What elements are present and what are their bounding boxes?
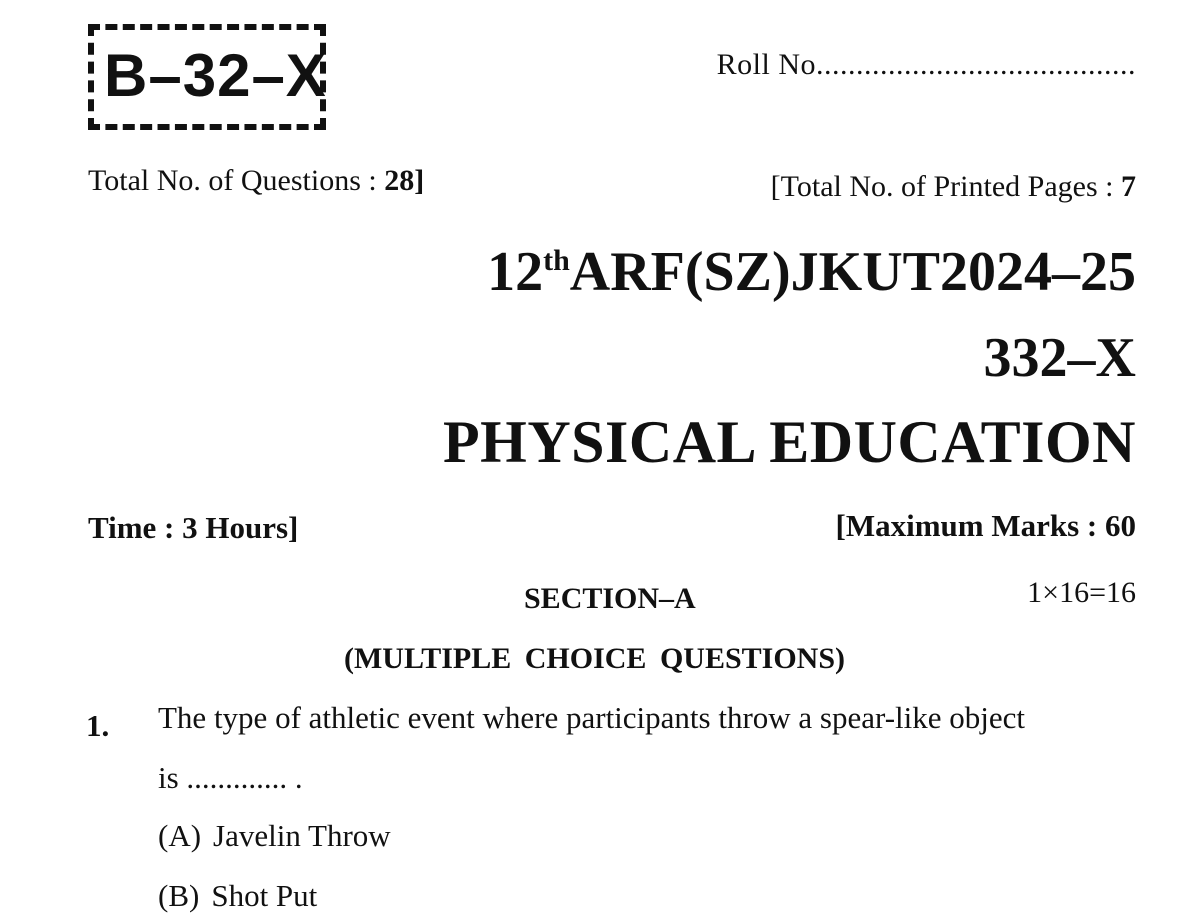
total-pages-label: [Total No. of Printed Pages :	[770, 170, 1121, 203]
paper-number: 332–X	[983, 327, 1136, 389]
question-option	[158, 818, 391, 854]
exam-code-rest: ARF(SZ)JKUT2024–25	[569, 241, 1136, 303]
exam-code-prefix: 12	[487, 241, 544, 303]
section-marks: 1×16=16	[1027, 576, 1136, 609]
exam-time: Time : 3 Hours]	[88, 510, 299, 545]
question-text: The type of athletic event where participants throw a spear-like object	[158, 700, 1026, 735]
option-text: Shot Put	[211, 878, 318, 913]
total-pages-value: 7	[1121, 170, 1136, 203]
total-questions-value: 28]	[384, 164, 425, 197]
total-pages	[771, 170, 1136, 204]
option-text: Javelin Throw	[213, 818, 391, 853]
section-subheading: (MULTIPLE CHOICE QUESTIONS)	[344, 642, 845, 675]
question-option	[158, 878, 317, 914]
question-text-continuation: is ............. .	[158, 760, 303, 795]
question-number: 1.	[86, 708, 110, 743]
maximum-marks: [Maximum Marks : 60	[835, 508, 1136, 543]
paper-code: B–32–X	[104, 42, 327, 109]
subject-title: PHYSICAL EDUCATION	[443, 409, 1136, 475]
roll-number-field: Roll No........................................	[716, 48, 1136, 81]
total-questions-label: Total No. of Questions :	[88, 164, 385, 197]
section-heading: SECTION–A	[524, 582, 696, 615]
option-label: (A)	[158, 818, 202, 853]
exam-code-superscript: th	[543, 244, 570, 277]
exam-code	[487, 241, 1136, 303]
option-label: (B)	[158, 878, 200, 913]
total-questions	[88, 164, 424, 198]
